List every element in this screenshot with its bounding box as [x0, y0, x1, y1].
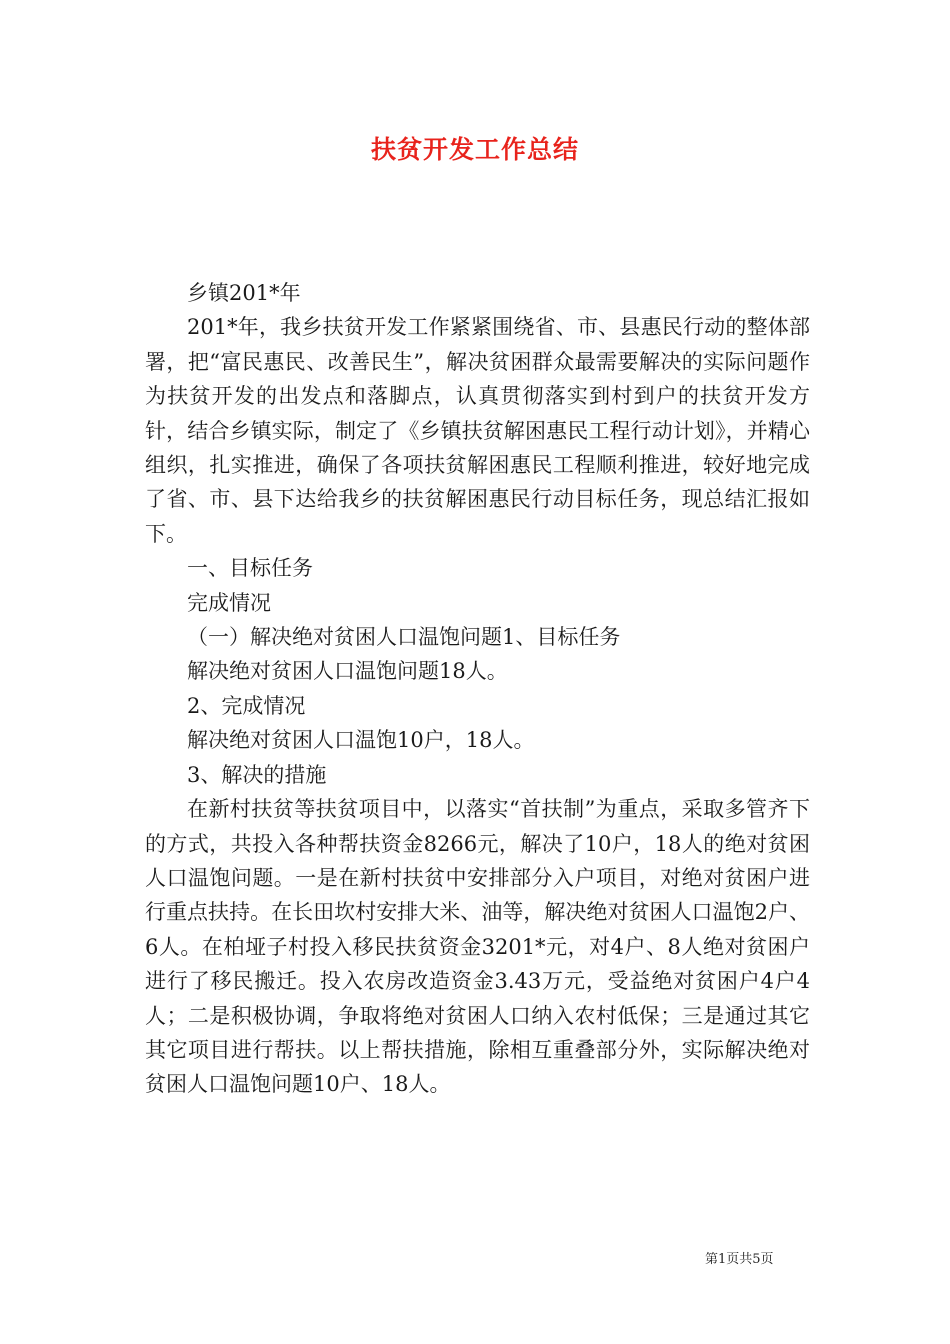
- heading-subsection-1: （一）解决绝对贫困人口温饱问题1、目标任务: [187, 625, 621, 650]
- document-title: 扶贫开发工作总结: [370, 135, 579, 164]
- paragraph-intro: 201*年，我乡扶贫开发工作紧紧围绕省、市、县惠民行动的整体部署，把“富民惠民、改善民生”，解决贫困群众最需要解决的实际问题作为扶贫开发的出发点和落脚点，认真贯彻落实到村到户的扶贫开发方针，结合乡镇实际，制定了《乡镇扶贫解困惠民工程行动计划》，并精心组织，扎实推进，确保了各项扶贫解困惠民工程顺利推进，较好地完成了省、市、县下达给我乡的扶贫解困惠民行动目标任务，现总结汇报如下。: [145, 315, 810, 546]
- heading-completion-2: 2、完成情况: [187, 693, 306, 718]
- page-number: 第1页共5页: [705, 1252, 774, 1267]
- heading-section-1: 一、目标任务: [187, 556, 313, 581]
- document-body: [145, 276, 810, 1102]
- heading-measures: 3、解决的措施: [187, 762, 327, 787]
- paragraph-completion-result: 解决绝对贫困人口温饱10户，18人。: [187, 728, 535, 753]
- paragraph-measures: 在新村扶贫等扶贫项目中，以落实“首扶制”为重点，采取多管齐下的方式，共投入各种帮扶资金8266元，解决了10户，18人的绝对贫困人口温饱问题。一是在新村扶贫中安排部分入户项目，对绝对贫困户进行重点扶持。在长田坎村安排大米、油等，解决绝对贫困人口温饱2户、6人。在柏垭子村投入移民扶贫资金3201*元，对4户、8人绝对贫困户进行了移民搬迁。投入农房改造资金3.43万元，受益绝对贫困户4户4人；二是积极协调，争取将绝对贫困人口纳入农村低保；三是通过其它其它项目进行帮扶。以上帮扶措施，除相互重叠部分外，实际解决绝对贫困人口温饱问题10户、18人。: [145, 797, 810, 1097]
- heading-completion: 完成情况: [187, 590, 271, 615]
- paragraph-target: 解决绝对贫困人口温饱问题18人。: [187, 659, 508, 684]
- paragraph-date: 乡镇201*年: [187, 281, 301, 305]
